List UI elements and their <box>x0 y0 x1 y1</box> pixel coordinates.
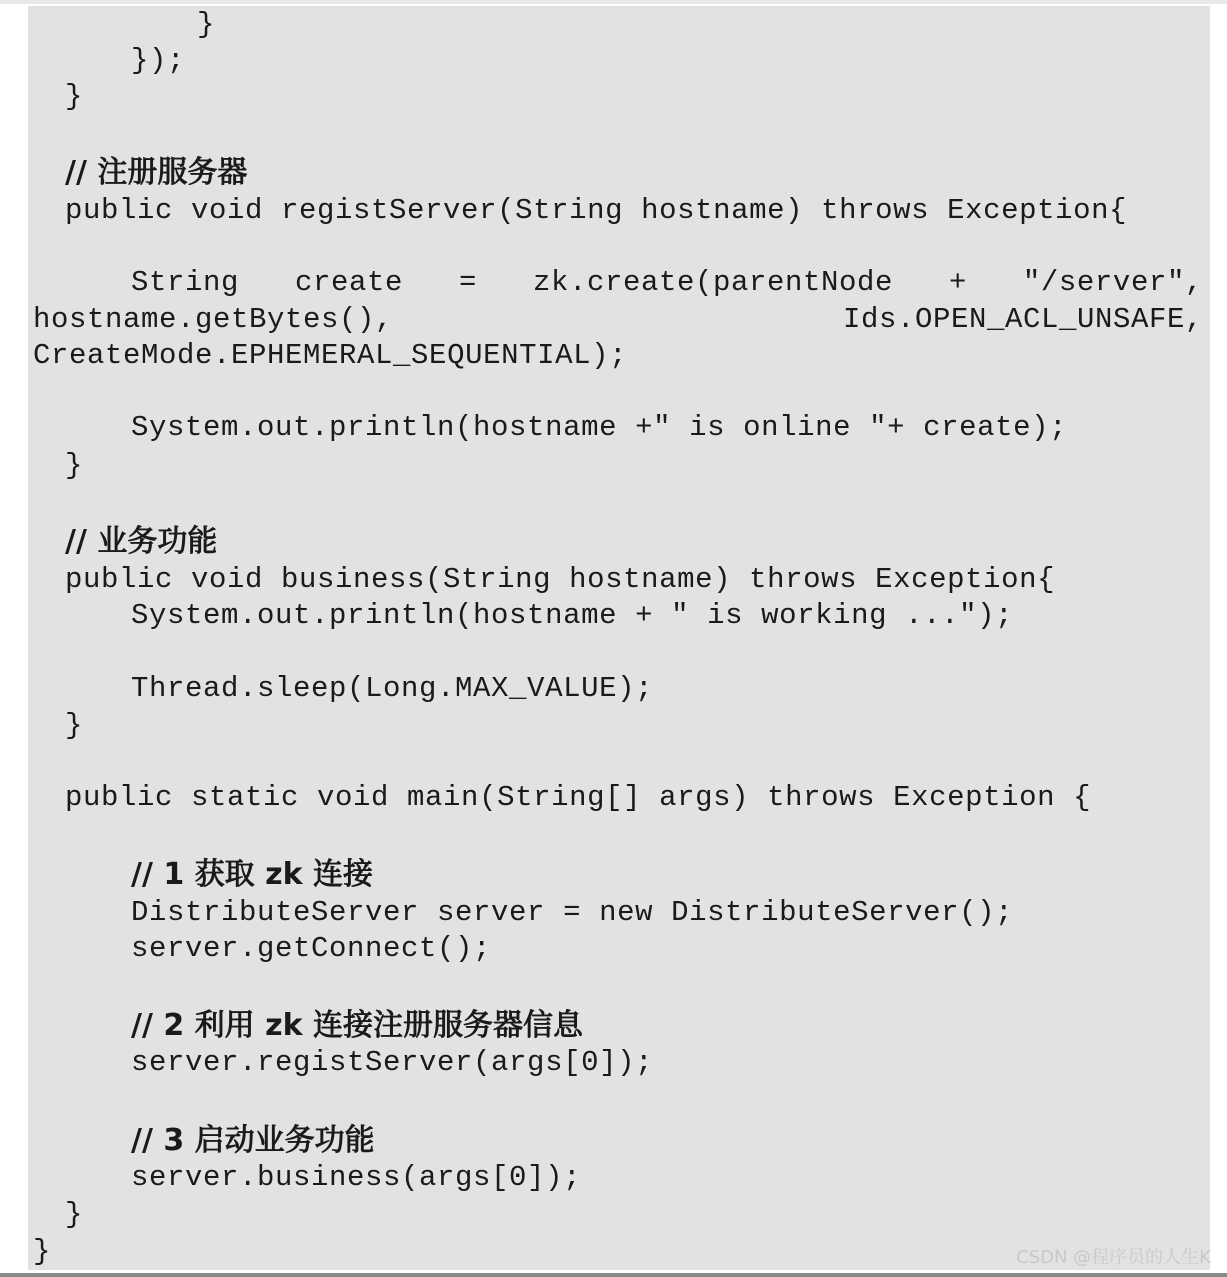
code-line: public void registServer(String hostname) throws Exception{ <box>65 194 1128 227</box>
code-token: create <box>294 266 404 299</box>
code-line: } <box>65 709 84 742</box>
code-token: String <box>131 266 240 299</box>
code-line: } <box>33 1235 52 1268</box>
code-line: System.out.println(hostname + " is working ..."); <box>131 599 1014 632</box>
code-comment: // 注册服务器 <box>65 155 248 190</box>
code-line: public void business(String hostname) throws Exception{ <box>65 563 1056 596</box>
code-line: } <box>65 449 84 482</box>
code-comment: // 业务功能 <box>65 524 218 559</box>
code-line: server.registServer(args[0]); <box>131 1046 654 1079</box>
code-token: + <box>948 266 967 299</box>
code-line-justified <box>33 303 1203 337</box>
code-line: server.business(args[0]); <box>131 1161 582 1194</box>
code-line: public static void main(String[] args) throws Exception { <box>65 781 1092 814</box>
code-line: CreateMode.EPHEMERAL_SEQUENTIAL); <box>33 339 628 372</box>
code-token: hostname.getBytes(), <box>33 303 394 336</box>
top-divider <box>0 0 1227 4</box>
code-line: System.out.println(hostname +" is online "+ create); <box>131 411 1068 444</box>
code-comment: // 1 获取 zk 连接 <box>131 857 373 892</box>
code-comment: // 3 启动业务功能 <box>131 1123 375 1158</box>
code-line: } <box>65 1198 84 1231</box>
code-token: "/server", <box>1022 266 1203 299</box>
code-token: Ids.OPEN_ACL_UNSAFE, <box>842 303 1203 336</box>
code-line: server.getConnect(); <box>131 932 492 965</box>
code-comment: // 2 利用 zk 连接注册服务器信息 <box>131 1008 583 1043</box>
code-line: } <box>197 8 216 41</box>
bottom-divider <box>0 1273 1227 1277</box>
code-line: } <box>65 80 84 113</box>
code-line: DistributeServer server = new DistributeServer(); <box>131 896 1014 929</box>
code-line-justified <box>131 266 1203 300</box>
code-token: = <box>458 266 477 299</box>
code-line: Thread.sleep(Long.MAX_VALUE); <box>131 672 654 705</box>
csdn-watermark: CSDN @程序员的人生K <box>1016 1247 1211 1268</box>
code-line: }); <box>131 44 186 77</box>
code-token: zk.create(parentNode <box>532 266 893 299</box>
